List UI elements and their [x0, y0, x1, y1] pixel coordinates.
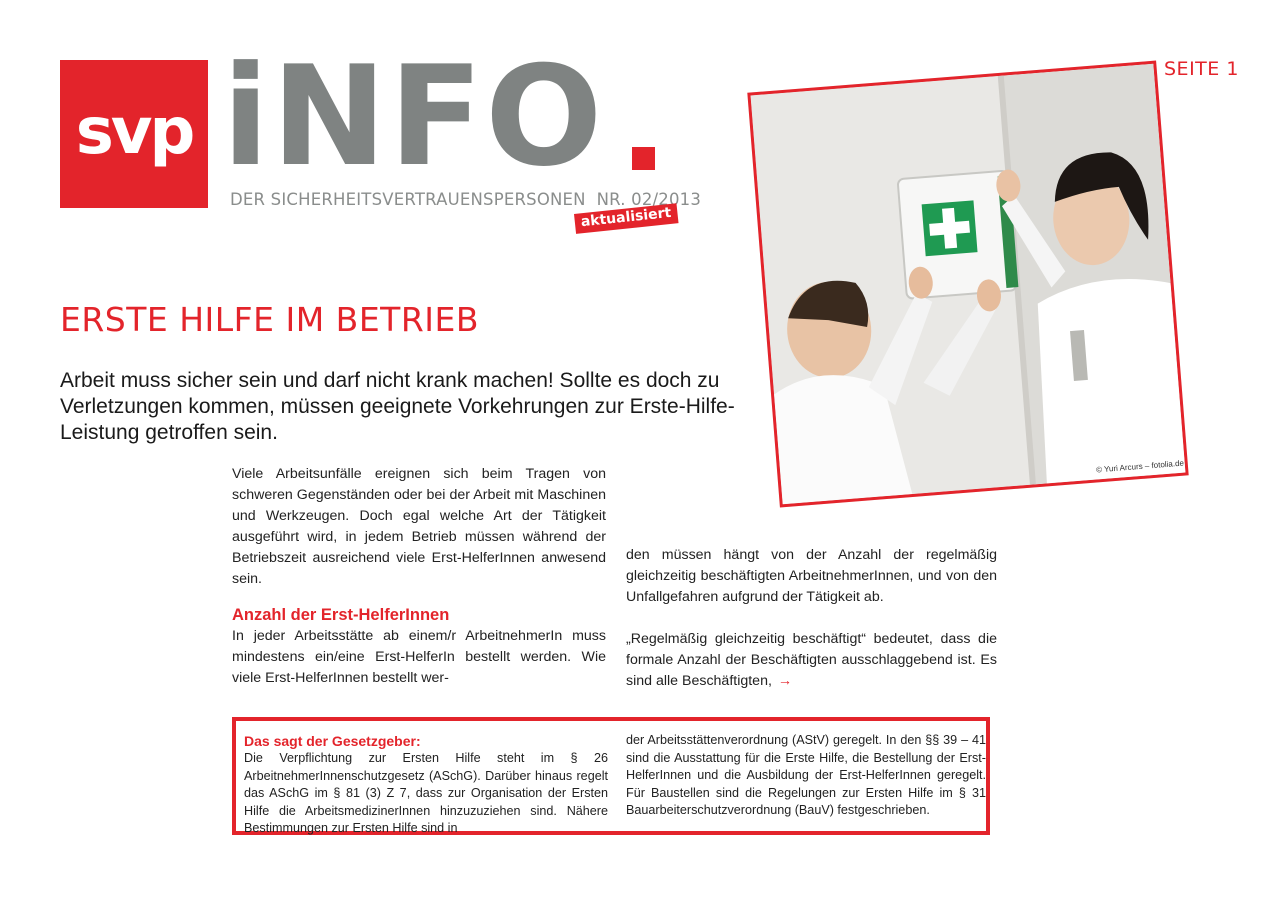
paragraph-count: In jeder Arbeitsstätte ab einem/r ArbeitnehmerIn muss mindestens ein/eine Erst-HelferIn bestellt werden. Wie viele Erst-HelferInnen bestellt wer- — [232, 628, 606, 686]
continue-arrow-icon[interactable]: → — [777, 673, 793, 689]
article-lead: Arbeit muss sicher sein und darf nicht krank machen! Sollte es doch zu Verletzungen kommen, müssen geeignete Vorkehrungen zur Erste-Hilfe-Leistung getroffen sein. — [60, 369, 735, 444]
legal-title: Das sagt der Gesetzgeber: — [244, 733, 421, 749]
photo-credit: © Yuri Arcurs – fotolia.de — [1095, 458, 1185, 475]
page-number: SEITE 1 — [1164, 58, 1239, 80]
section-subheading: Anzahl der Erst-HelferInnen — [232, 606, 450, 624]
paragraph-intro: Viele Arbeitsunfälle ereignen sich beim Tragen von schweren Gegenständen oder bei der Arbeit mit Maschinen und Werkzeugen. Doch egal welche Art der Tätigkeit ausgeführt wird, in jedem Betrieb müssen während der Betriebszeit ausreichend viele Erst-HelferInnen anwesend sein. — [232, 466, 606, 587]
info-brand: iNFO — [222, 36, 605, 197]
column-right — [626, 545, 997, 692]
legal-text-right: der Arbeitsstättenverordnung (AStV) geregelt. In den §§ 39 – 41 sind die Ausstattung für die Erste Hilfe, die Bestellung der Erst-HelferInnen und die Ausbildung der Erst-HelferInnen geregelt. Für Baustellen sind die Regelungen zur Ersten Hilfe im § 31 Bauarbeiterschutzverordnung (BauV) festgeschrieben. — [626, 733, 986, 818]
svp-logo-text: svp — [75, 95, 193, 169]
brand-dot — [632, 147, 655, 170]
first-aid-photo — [747, 61, 1188, 508]
masthead-subtitle: DER SICHERHEITSVERTRAUENSPERSONEN NR. 02/2013 — [230, 190, 702, 209]
photo-illustration — [751, 64, 1186, 504]
legal-text-left: Die Verpflichtung zur Ersten Hilfe steht im § 26 ArbeitnehmerInnenschutzgesetz (ASchG). Darüber hinaus regelt das ASchG im § 81 (3) Z 7, dass zur Organisation der Ersten Hilfe die ArbeitsmedizinerInnen hinzuzuziehen sind. Nähere Bestimmungen zur Ersten Hilfe sind in — [244, 751, 608, 836]
paragraph-definition-text: „Regelmäßig gleichzeitig beschäftigt“ bedeutet, dass die formale Anzahl der Beschäftigten ausschlaggebend ist. Es sind alle Beschäftigten, — [626, 631, 997, 689]
updated-badge: aktualisiert — [574, 203, 678, 234]
paragraph-continuation: den müssen hängt von der Anzahl der regelmäßig gleichzeitig beschäftigten ArbeitnehmerInnen, und von den Unfallgefahren aufgrund der Tätigkeit ab. — [626, 547, 997, 605]
paragraph-definition — [626, 629, 997, 692]
article-headline: ERSTE HILFE IM BETRIEB — [60, 300, 479, 339]
column-left — [232, 464, 606, 689]
